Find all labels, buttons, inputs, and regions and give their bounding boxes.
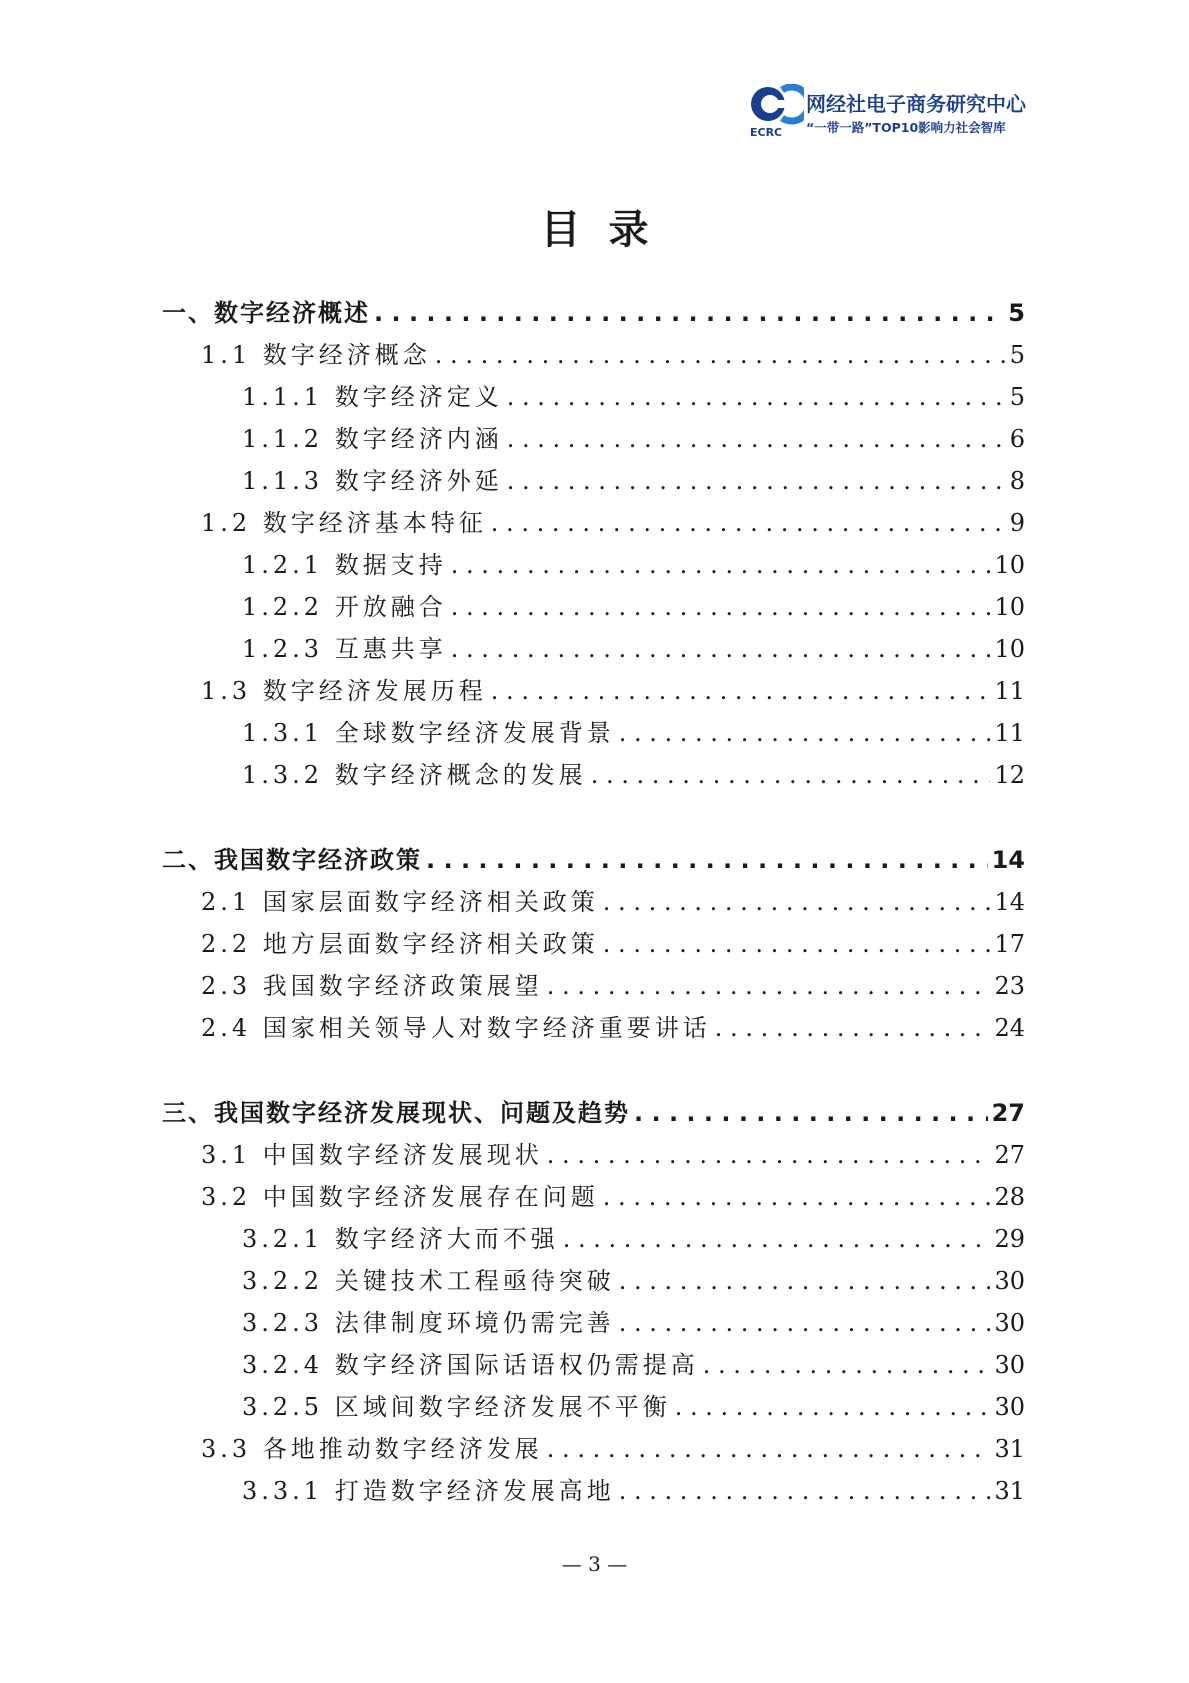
toc-entry-page: 31: [994, 1477, 1025, 1505]
toc-entry-label: 1.1 数字经济概念: [201, 341, 431, 369]
toc-entry-page: 10: [994, 551, 1025, 579]
header-logo: [748, 84, 1028, 140]
toc-entry[interactable]: [201, 1180, 1025, 1214]
toc-entry-page: 28: [994, 1183, 1025, 1211]
toc-entry-label: 2.3 我国数字经济政策展望: [201, 972, 543, 1000]
toc-entry[interactable]: [201, 927, 1025, 961]
toc-entry-label: 三、我国数字经济发展现状、问题及趋势: [162, 1099, 630, 1127]
toc-entry-page: 30: [994, 1393, 1025, 1421]
toc-entry-page: 30: [994, 1351, 1025, 1379]
toc-entry-label: 3.2.2 关键技术工程亟待突破: [242, 1267, 615, 1295]
org-abbr: ECRC: [750, 126, 783, 139]
toc-entry-page: 29: [994, 1225, 1025, 1253]
toc-entry[interactable]: [162, 296, 1025, 330]
toc-leader-dots: [451, 548, 991, 582]
toc-entry[interactable]: [162, 843, 1025, 877]
toc-entry-label: 1.2.3 互惠共享: [242, 635, 447, 663]
toc-entry-label: 1.1.3 数字经济外延: [242, 467, 503, 495]
toc-entry-label: 2.2 地方层面数字经济相关政策: [201, 930, 599, 958]
toc-entry-label: 3.2 中国数字经济发展存在问题: [201, 1183, 599, 1211]
toc-entry-page: 9: [1009, 509, 1025, 537]
toc-entry-label: 一、数字经济概述: [162, 299, 370, 327]
toc-leader-dots: [374, 296, 1004, 330]
toc-entry[interactable]: [242, 1474, 1025, 1508]
org-name: 网经社电子商务研究中心: [806, 92, 1026, 116]
page-title: 目录: [540, 207, 677, 253]
toc-entry[interactable]: [242, 464, 1025, 498]
toc-entry-page: 14: [994, 888, 1025, 916]
toc-leader-dots: [603, 1180, 991, 1214]
toc-entry-label: 2.1 国家层面数字经济相关政策: [201, 888, 599, 916]
toc-entry[interactable]: [201, 885, 1025, 919]
toc-entry-page: 24: [994, 1014, 1025, 1042]
toc-entry-label: 3.2.5 区域间数字经济发展不平衡: [242, 1393, 671, 1421]
toc-entry-page: 5: [1009, 383, 1025, 411]
toc-entry[interactable]: [201, 969, 1025, 1003]
toc-leader-dots: [619, 1264, 991, 1298]
toc-entry-label: 二、我国数字经济政策: [162, 846, 422, 874]
toc-leader-dots: [451, 632, 991, 666]
toc-leader-dots: [603, 927, 991, 961]
toc-leader-dots: [547, 969, 991, 1003]
toc-entry-page: 27: [991, 1099, 1025, 1127]
toc-entry[interactable]: [201, 674, 1025, 708]
toc-entry-page: 23: [994, 972, 1025, 1000]
toc-leader-dots: [547, 1138, 991, 1172]
toc-leader-dots: [619, 1474, 991, 1508]
toc-entry[interactable]: [242, 590, 1025, 624]
toc-leader-dots: [619, 716, 991, 750]
toc-entry-label: 1.1.2 数字经济内涵: [242, 425, 503, 453]
toc-entry-label: 3.2.3 法律制度环境仍需完善: [242, 1309, 615, 1337]
toc-entry[interactable]: [242, 1306, 1025, 1340]
toc-entry[interactable]: [242, 758, 1025, 792]
toc-entry-page: 12: [994, 761, 1025, 789]
toc-leader-dots: [591, 758, 991, 792]
toc-entry-page: 10: [994, 635, 1025, 663]
toc-entry-label: 1.3.1 全球数字经济发展背景: [242, 719, 615, 747]
toc-entry-label: 3.2.4 数字经济国际话语权仍需提高: [242, 1351, 699, 1379]
toc-entry-label: 1.2.1 数据支持: [242, 551, 447, 579]
toc-leader-dots: [491, 506, 1006, 540]
toc-entry[interactable]: [242, 632, 1025, 666]
toc-entry[interactable]: [201, 506, 1025, 540]
toc-entry[interactable]: [242, 380, 1025, 414]
toc-entry[interactable]: [242, 422, 1025, 456]
toc-entry-page: 8: [1009, 467, 1025, 495]
toc-leader-dots: [547, 1432, 991, 1466]
toc-entry[interactable]: [201, 1432, 1025, 1466]
toc-leader-dots: [507, 464, 1006, 498]
toc-entry-page: 30: [994, 1309, 1025, 1337]
toc-entry-page: 10: [994, 593, 1025, 621]
page-number: — 3 —: [561, 1552, 628, 1576]
toc-leader-dots: [634, 1096, 988, 1130]
toc-leader-dots: [603, 885, 991, 919]
toc-entry-label: 1.3 数字经济发展历程: [201, 677, 487, 705]
org-slogan: “一带一路”TOP10影响力社会智库: [806, 120, 1006, 135]
toc-leader-dots: [563, 1222, 991, 1256]
toc-entry-label: 2.4 国家相关领导人对数字经济重要讲话: [201, 1014, 711, 1042]
toc-entry-label: 3.3.1 打造数字经济发展高地: [242, 1477, 615, 1505]
toc-entry[interactable]: [242, 548, 1025, 582]
toc-entry-page: 5: [1008, 299, 1025, 327]
toc-entry-label: 1.1.1 数字经济定义: [242, 383, 503, 411]
toc-leader-dots: [451, 590, 991, 624]
toc-leader-dots: [619, 1306, 991, 1340]
toc-entry[interactable]: [201, 338, 1025, 372]
toc-entry-label: 1.3.2 数字经济概念的发展: [242, 761, 587, 789]
toc-leader-dots: [703, 1348, 991, 1382]
toc-entry[interactable]: [242, 1264, 1025, 1298]
toc-leader-dots: [435, 338, 1006, 372]
toc-leader-dots: [426, 843, 988, 877]
toc-entry[interactable]: [242, 716, 1025, 750]
toc-entry-label: 1.2.2 开放融合: [242, 593, 447, 621]
toc-entry-page: 5: [1009, 341, 1025, 369]
toc-entry[interactable]: [242, 1222, 1025, 1256]
toc-entry-page: 30: [994, 1267, 1025, 1295]
toc-entry-page: 11: [994, 719, 1025, 747]
toc-entry-page: 31: [994, 1435, 1025, 1463]
toc-entry-label: 1.2 数字经济基本特征: [201, 509, 487, 537]
toc-entry[interactable]: [201, 1138, 1025, 1172]
toc-entry-page: 27: [994, 1141, 1025, 1169]
toc-leader-dots: [507, 422, 1006, 456]
toc-entry-label: 3.2.1 数字经济大而不强: [242, 1225, 559, 1253]
toc-entry[interactable]: [242, 1390, 1025, 1424]
toc-entry-label: 3.3 各地推动数字经济发展: [201, 1435, 543, 1463]
toc-entry-page: 11: [994, 677, 1025, 705]
toc-entry-page: 14: [991, 846, 1025, 874]
toc-entry[interactable]: [162, 1096, 1025, 1130]
toc-entry-label: 3.1 中国数字经济发展现状: [201, 1141, 543, 1169]
toc-entry-page: 17: [994, 930, 1025, 958]
toc-leader-dots: [715, 1011, 991, 1045]
toc-leader-dots: [675, 1390, 991, 1424]
toc-leader-dots: [507, 380, 1006, 414]
toc-entry[interactable]: [242, 1348, 1025, 1382]
toc-entry[interactable]: [201, 1011, 1025, 1045]
toc-leader-dots: [491, 674, 991, 708]
toc-entry-page: 6: [1009, 425, 1025, 453]
